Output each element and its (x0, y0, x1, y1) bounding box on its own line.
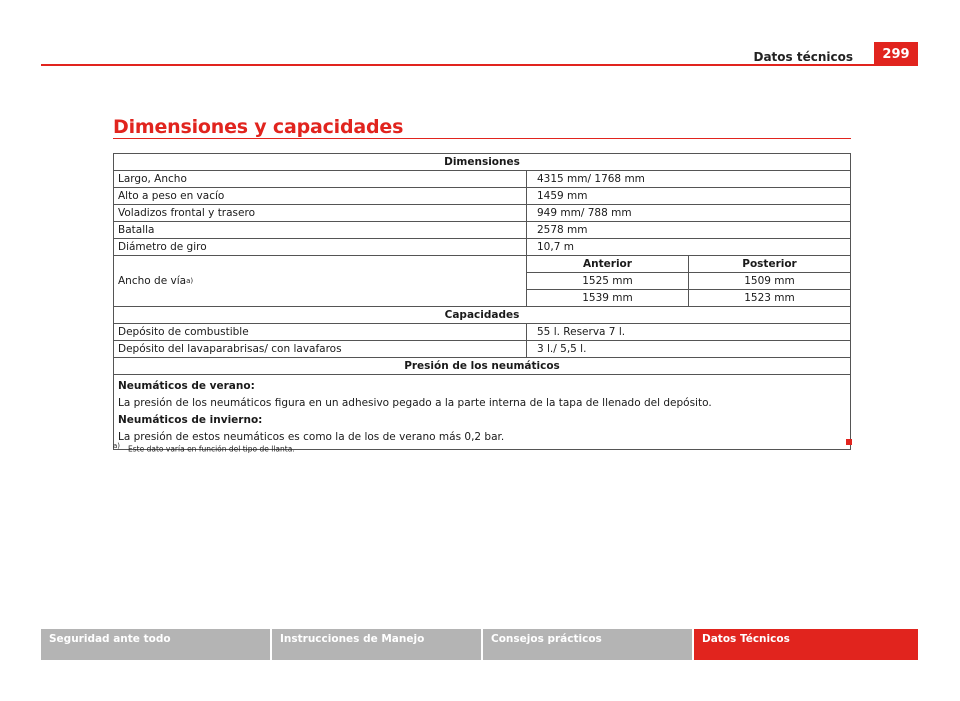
footnote (113, 442, 295, 454)
section-end-marker (846, 439, 852, 445)
table-row (114, 239, 850, 256)
section-title-divider (113, 138, 851, 139)
running-header-title: Datos técnicos (753, 50, 853, 64)
table-row (114, 188, 850, 205)
page-number: 299 (874, 42, 918, 66)
table-row (114, 171, 850, 188)
tire-pressure-cell (114, 375, 850, 449)
rear-value: 1523 mm (744, 292, 795, 304)
footnote-text: Este dato varía en función del tipo de llanta. (128, 444, 295, 454)
rear-column-header: Posterior (742, 258, 797, 270)
row-label: Voladizos frontal y trasero (114, 205, 527, 221)
capacities-header: Capacidades (114, 307, 850, 324)
track-width-label-cell (114, 256, 527, 306)
table-row (114, 222, 850, 239)
table-row (527, 273, 850, 290)
row-label: Depósito de combustible (114, 324, 527, 340)
summer-tires-label: Neumáticos de verano: (118, 380, 255, 392)
row-label: Diámetro de giro (114, 239, 527, 255)
front-column-header: Anterior (527, 256, 689, 272)
track-width-label: Ancho de vía (118, 275, 187, 287)
tab-datos-tecnicos[interactable]: Datos Técnicos (694, 629, 918, 660)
footnote-marker: a) (113, 442, 121, 450)
winter-tires-label: Neumáticos de invierno: (118, 414, 263, 426)
row-label: Alto a peso en vacío (114, 188, 527, 204)
row-value: 10,7 m (537, 241, 574, 253)
tire-pressure-header: Presión de los neumáticos (114, 358, 850, 375)
track-width-header (527, 256, 850, 273)
row-value: 3 l./ 5,5 l. (537, 343, 587, 355)
row-value: 2578 mm (537, 224, 588, 236)
table-row (527, 290, 850, 306)
row-value: 949 mm/ 788 mm (537, 207, 632, 219)
chapter-nav (41, 629, 918, 660)
row-label: Batalla (114, 222, 527, 238)
winter-tires-text: La presión de estos neumáticos es como la de los de verano más 0,2 bar. (118, 431, 505, 443)
row-value: 55 l. Reserva 7 l. (537, 326, 626, 338)
tab-instrucciones[interactable]: Instrucciones de Manejo (272, 629, 481, 660)
row-value: 4315 mm/ 1768 mm (537, 173, 645, 185)
tab-seguridad[interactable]: Seguridad ante todo (41, 629, 270, 660)
section-title: Dimensiones y capacidades (113, 116, 404, 138)
rear-value: 1509 mm (744, 275, 795, 287)
row-label: Largo, Ancho (114, 171, 527, 187)
track-width-row (114, 256, 850, 307)
row-label: Depósito del lavaparabrisas/ con lavafaros (114, 341, 527, 357)
table-row (114, 324, 850, 341)
row-value: 1459 mm (537, 190, 588, 202)
front-value: 1539 mm (527, 290, 689, 306)
specs-table (113, 153, 851, 450)
summer-tires-text: La presión de los neumáticos figura en un adhesivo pegado a la parte interna de la tapa de llenado del depósito. (118, 397, 712, 409)
header-divider (41, 64, 918, 66)
dimensions-header: Dimensiones (114, 154, 850, 171)
footnote-ref: a) (186, 277, 194, 285)
tab-consejos[interactable]: Consejos prácticos (483, 629, 692, 660)
track-width-values (527, 256, 850, 306)
table-row (114, 341, 850, 358)
front-value: 1525 mm (527, 273, 689, 289)
table-row (114, 205, 850, 222)
